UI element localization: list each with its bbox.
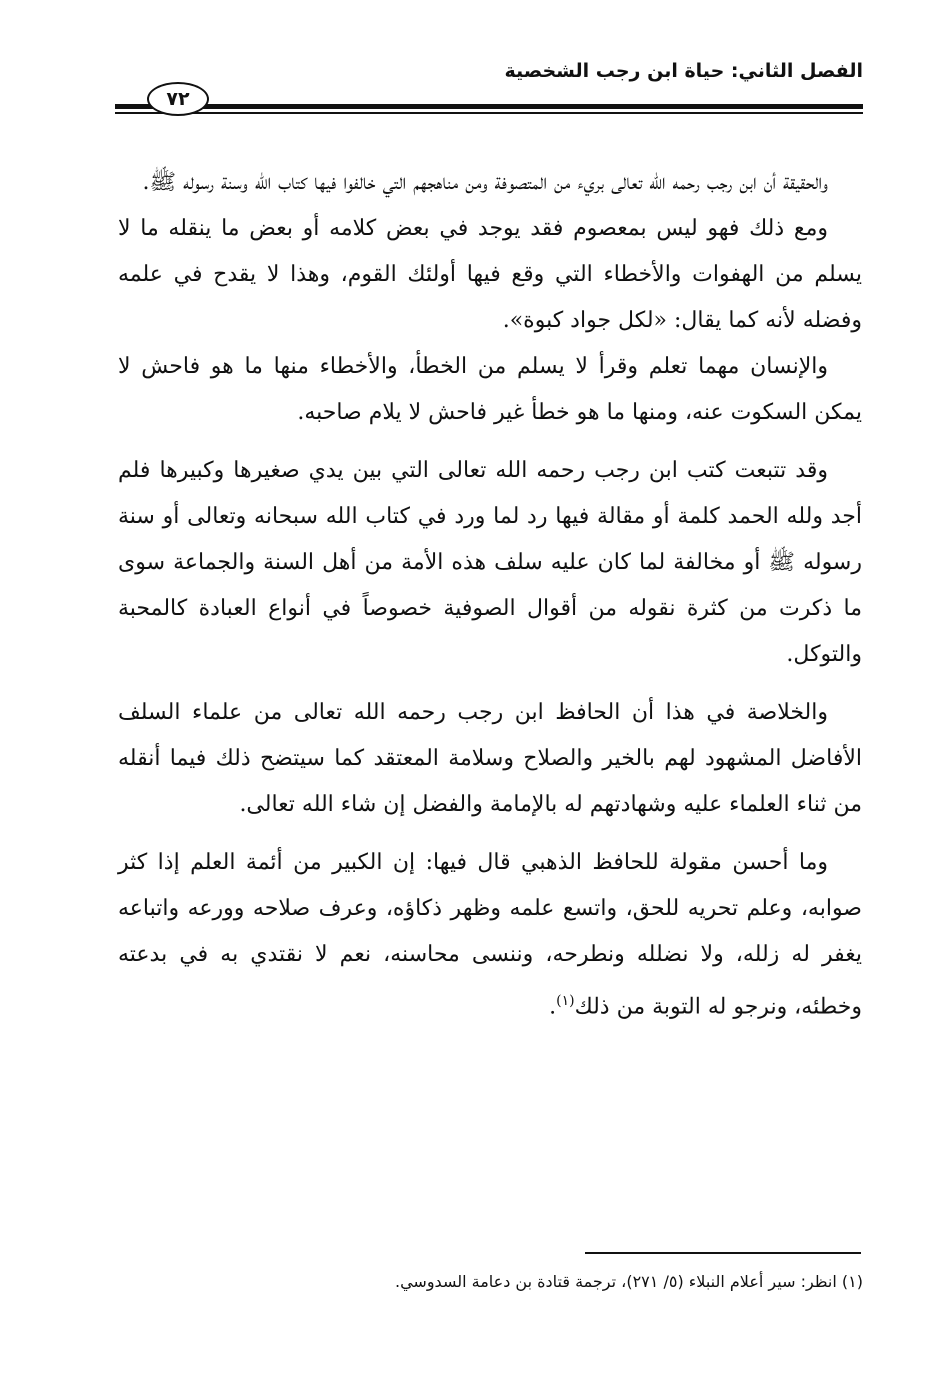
footnote-separator xyxy=(585,1252,861,1254)
paragraph: وقد تتبعت كتب ابن رجب رحمه الله تعالى التي بين يدي صغيرها وكبيرها فلم أجد ولله الحمد كلمة أو مقالة فيها رد لما ورد في كتاب الله سبحانه وتعالى أو سنة رسوله ﷺ أو مخالفة لما كان عليه سلف هذه الأمة من أهل السنة والجماعة سوى ما ذكرت من كثرة نقوله من أقوال الصوفية خصوصاً في أنواع العبادة كالمحبة والتوكل. xyxy=(118,458,862,667)
paragraph: والحقيقة أن ابن رجب رحمه الله تعالى بريء من المتصوفة ومن مناهجهم التي خالفوا فيها كتاب الله وسنة رسوله ﷺ. xyxy=(142,170,828,195)
paragraph: والخلاصة في هذا أن الحافظ ابن رجب رحمه الله تعالى من علماء السلف الأفاضل المشهود لهم بالخير والصلاح وسلامة المعتقد كما سيتضح ذلك فيما أنقله من ثناء العلماء عليه وشهادتهم له بالإمامة والفضل إن شاء الله تعالى. xyxy=(118,700,862,817)
page-header xyxy=(115,60,863,122)
paragraph-text: وما أحسن مقولة للحافظ الذهبي قال فيها: إن الكبير من أئمة العلم إذا كثر صوابه، وعلم تحريه للحق، واتسع علمه وظهر ذكاؤه، وعرف صلاحه وورعه واتباعه يغفر له زلله، ولا نضلله ونطرحه، وننسى محاسنه، نعم لا نقتدي به في بدعته وخطئه، ونرجو له التوبة من ذلك xyxy=(118,850,862,1020)
paragraph: ومع ذلك فهو ليس بمعصوم فقد يوجد في بعض كلامه أو بعض ما ينقله ما لا يسلم من الهفوات والأخطاء التي وقع فيها أولئك القوم، وهذا لا يقدح في علمه وفضله لأنه كما يقال: «لكل جواد كبوة». xyxy=(118,216,862,333)
body-text xyxy=(118,160,862,1030)
header-rule-thin xyxy=(115,112,863,114)
footnote: (١) انظر: سير أعلام النبلاء (٥/ ٢٧١)، ترجمة قتادة بن دعامة السدوسي. xyxy=(395,1272,863,1291)
running-title: الفصل الثاني: حياة ابن رجب الشخصية xyxy=(504,60,863,82)
footnote-reference: (١) xyxy=(556,993,575,1009)
paragraph: والإنسان مهما تعلم وقرأ لا يسلم من الخطأ، والأخطاء منها ما هو فاحش لا يمكن السكوت عنه، ومنها ما هو خطأ غير فاحش لا يلام صاحبه. xyxy=(118,354,862,425)
header-rule-thick xyxy=(115,104,863,109)
page-number: ٧٢ xyxy=(147,82,209,116)
paragraph: وما أحسن مقولة للحافظ الذهبي قال فيها: إن الكبير من أئمة العلم إذا كثر صوابه، وعلم تحريه للحق، واتسع علمه وظهر ذكاؤه، وعرف صلاحه وورعه واتباعه يغفر له زلله، ولا نضلله ونطرحه، وننسى محاسنه، نعم لا نقتدي به في بدعته وخطئه، ونرجو له التوبة من ذلك$^{(١)}$. xyxy=(118,850,862,1020)
